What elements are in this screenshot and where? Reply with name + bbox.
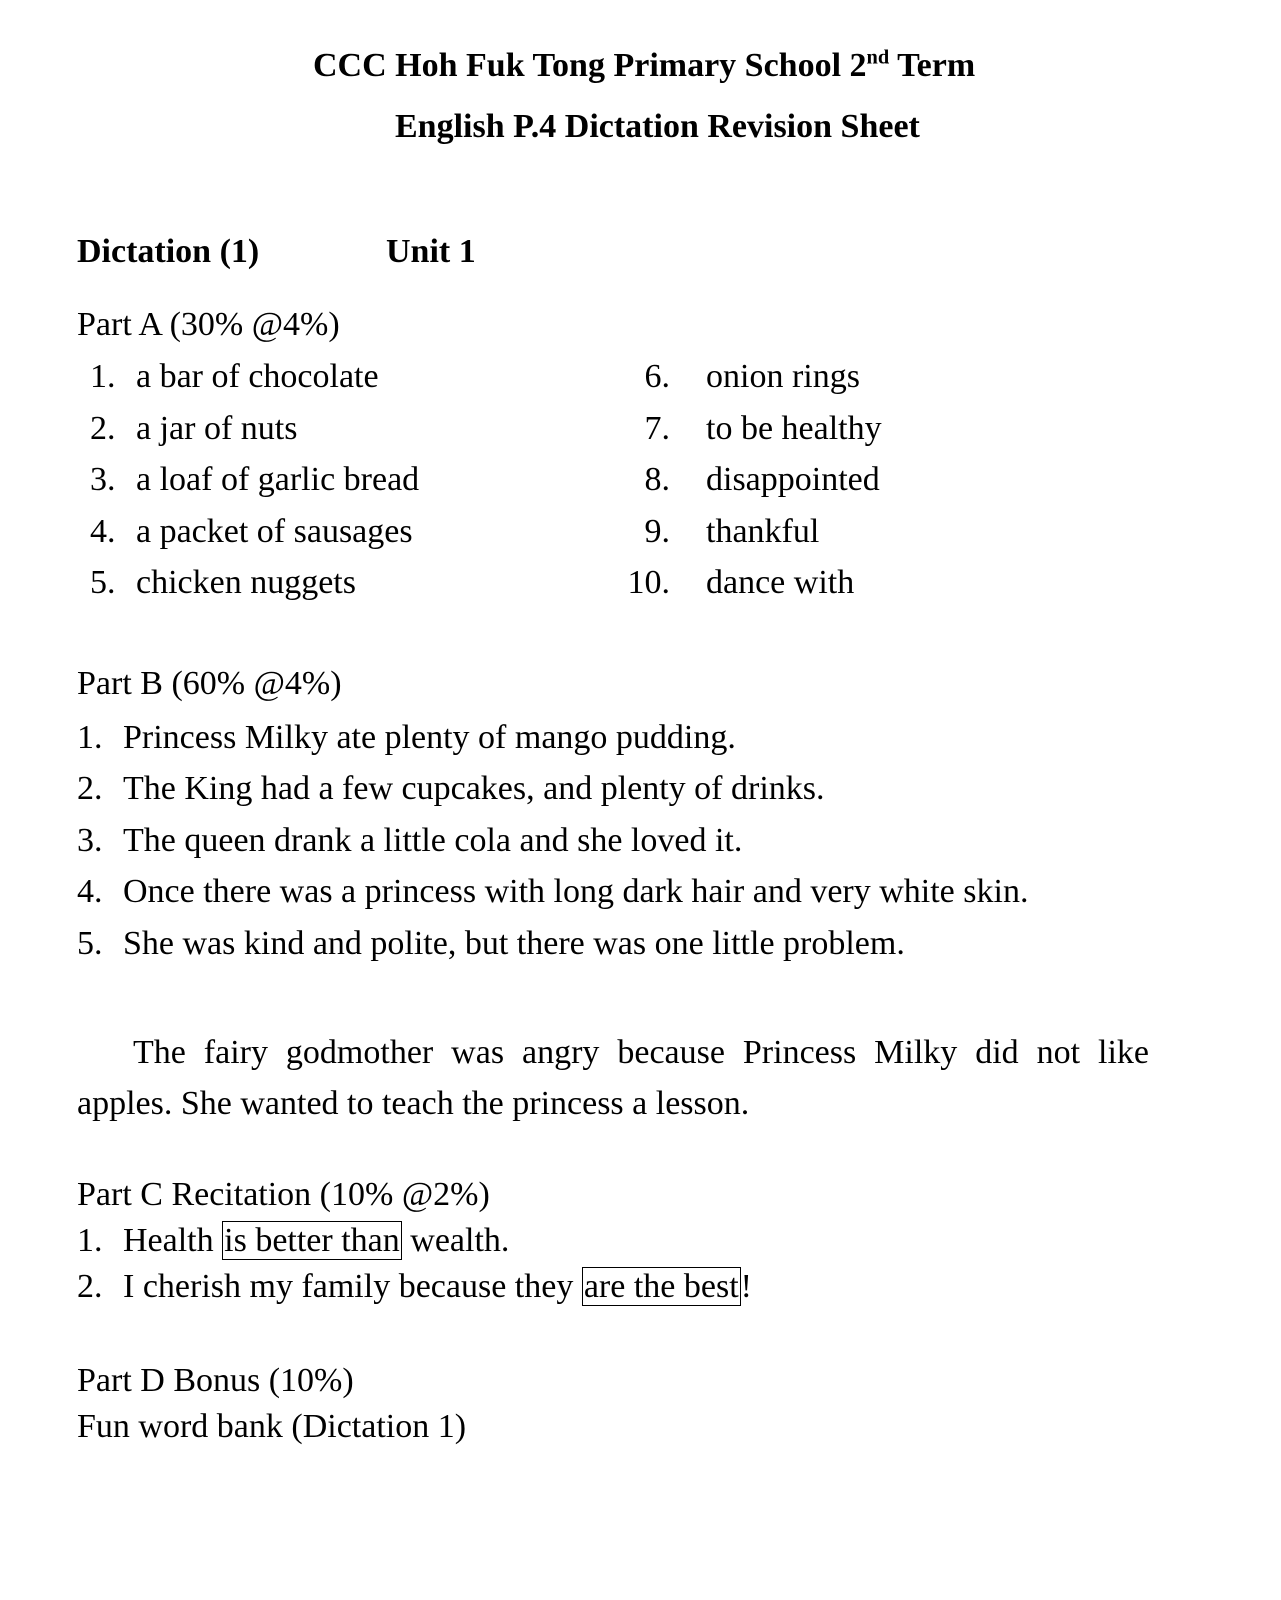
sentence-item <box>77 925 905 963</box>
sentence-item <box>77 822 742 860</box>
item-number: 1. <box>77 719 103 756</box>
item-text: She was kind and polite, but there was one little problem. <box>123 925 905 962</box>
item-number-text: 6. <box>644 358 670 395</box>
school-title-end: Term <box>889 47 976 84</box>
item-number: 1. <box>77 1222 103 1259</box>
text-after: ! <box>740 1268 752 1305</box>
unit-label: Unit 1 <box>386 233 476 270</box>
school-title <box>313 47 975 85</box>
list-item <box>626 564 854 602</box>
list-item <box>90 564 356 602</box>
part-d-heading: Part D Bonus (10%) <box>77 1362 354 1399</box>
sentence-item <box>77 770 825 808</box>
school-title-text: CCC Hoh Fuk Tong Primary School 2 <box>313 47 867 84</box>
ordinal-suffix: nd <box>866 46 890 69</box>
item-text: Princess Milky ate plenty of mango pudding. <box>123 719 736 756</box>
item-text: dance with <box>706 564 855 601</box>
list-item <box>626 513 819 551</box>
item-text: thankful <box>706 513 820 550</box>
boxed-phrase: are the best <box>583 1268 739 1305</box>
item-text: chicken nuggets <box>136 564 356 601</box>
part-b-heading: Part B (60% @4%) <box>77 665 342 702</box>
list-item <box>90 410 297 448</box>
item-number-text: 10. <box>627 564 670 601</box>
item-text: The queen drank a little cola and she loved it. <box>123 822 743 859</box>
part-d-subheading: Fun word bank (Dictation 1) <box>77 1408 467 1445</box>
list-item <box>90 513 413 551</box>
item-number: 4. <box>90 513 116 550</box>
text-before: Health <box>123 1222 223 1259</box>
item-number <box>626 564 706 602</box>
item-text: to be healthy <box>706 410 882 447</box>
item-number-text: 8. <box>644 461 670 498</box>
item-number: 2. <box>90 410 116 447</box>
item-number: 3. <box>90 461 116 498</box>
item-number <box>626 410 706 448</box>
item-number: 2. <box>77 770 103 807</box>
part-c-heading: Part C Recitation (10% @2%) <box>77 1176 490 1213</box>
sheet-subtitle: English P.4 Dictation Revision Sheet <box>395 108 920 145</box>
item-number <box>626 358 706 396</box>
part-b-paragraph: The fairy godmother was angry because Princess Milky did not like apples. She wanted to teach the princess a lesson. <box>77 1034 1149 1122</box>
list-item <box>90 358 379 396</box>
item-number: 1. <box>90 358 116 395</box>
item-text: a packet of sausages <box>136 513 413 550</box>
list-item <box>626 358 860 396</box>
item-number-text: 9. <box>644 513 670 550</box>
text-after: wealth. <box>401 1222 510 1259</box>
item-number: 4. <box>77 873 103 910</box>
item-text: a bar of chocolate <box>136 358 379 395</box>
item-text: The King had a few cupcakes, and plenty of drinks. <box>123 770 825 807</box>
item-number: 3. <box>77 822 103 859</box>
sentence-item <box>77 719 736 757</box>
dictation-label: Dictation (1) <box>77 233 260 270</box>
item-number: 5. <box>77 925 103 962</box>
text-before: I cherish my family because they <box>123 1268 582 1305</box>
item-number-text: 7. <box>644 410 670 447</box>
item-number: 5. <box>90 564 116 601</box>
item-number: 2. <box>77 1268 103 1305</box>
item-text: onion rings <box>706 358 860 395</box>
item-number <box>626 461 706 499</box>
recitation-item <box>77 1222 509 1260</box>
item-text: Once there was a princess with long dark hair and very white skin. <box>123 873 1029 910</box>
list-item <box>90 461 419 499</box>
item-text: a jar of nuts <box>136 410 298 447</box>
item-text: a loaf of garlic bread <box>136 461 420 498</box>
item-text: disappointed <box>706 461 880 498</box>
sentence-item <box>77 873 1028 911</box>
item-number <box>626 513 706 551</box>
list-item <box>626 461 880 499</box>
recitation-item <box>77 1268 752 1306</box>
part-a-heading: Part A (30% @4%) <box>77 306 340 343</box>
list-item <box>626 410 882 448</box>
boxed-phrase: is better than <box>224 1222 400 1259</box>
